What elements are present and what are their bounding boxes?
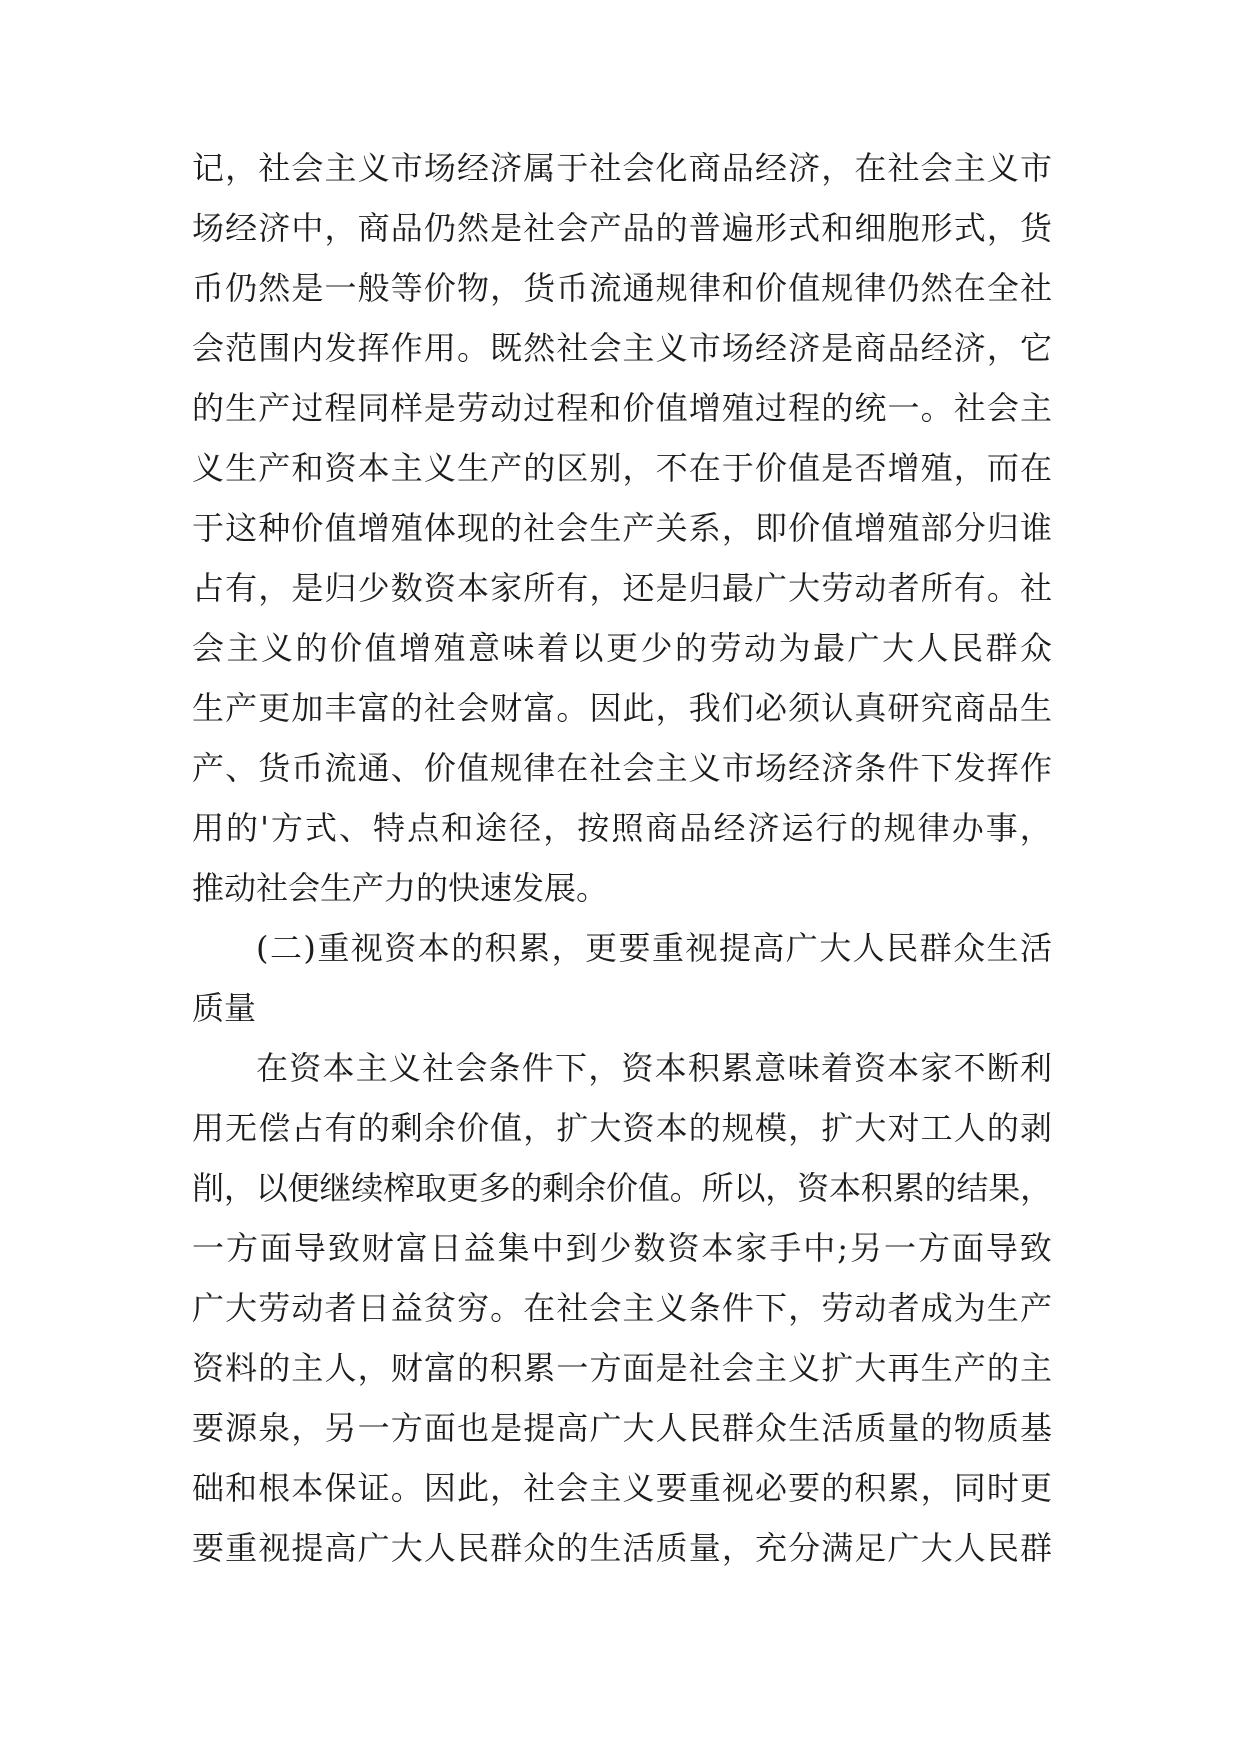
- text-line: 生产更加丰富的社会财富。因此，我们必须认真研究商品生: [192, 689, 1054, 727]
- text-line: 一方面导致财富日益集中到少数资本家手中;另一方面导致: [192, 1229, 1054, 1267]
- text-line: 币仍然是一般等价物，货币流通规律和价值规律仍然在全社: [192, 269, 1054, 307]
- text-line: 广大劳动者日益贫穷。在社会主义条件下，劳动者成为生产: [192, 1289, 1054, 1327]
- section-heading-continued: 质量: [192, 989, 257, 1027]
- text-line: 的生产过程同样是劳动过程和价值增殖过程的统一。社会主: [192, 389, 1054, 427]
- text-line: 要源泉，另一方面也是提高广大人民群众生活质量的物质基: [192, 1409, 1054, 1447]
- text-line: 推动社会生产力的快速发展。: [192, 869, 609, 907]
- text-line: 于这种价值增殖体现的社会生产关系，即价值增殖部分归谁: [192, 509, 1054, 547]
- text-line: 占有，是归少数资本家所有，还是归最广大劳动者所有。社: [192, 569, 1054, 607]
- text-line: 记，社会主义市场经济属于社会化商品经济，在社会主义市: [192, 149, 1054, 187]
- text-line: 产、货币流通、价值规律在社会主义市场经济条件下发挥作: [192, 749, 1054, 787]
- text-line: 会主义的价值增殖意味着以更少的劳动为最广大人民群众: [192, 629, 1055, 667]
- text-line: 用无偿占有的剩余价值，扩大资本的规模，扩大对工人的剥: [192, 1109, 1054, 1147]
- text-line: 础和根本保证。因此，社会主义要重视必要的积累，同时更: [192, 1469, 1054, 1507]
- text-line: 要重视提高广大人民群众的生活质量，充分满足广大人民群: [192, 1529, 1054, 1567]
- text-line: 义生产和资本主义生产的区别，不在于价值是否增殖，而在: [192, 449, 1054, 487]
- text-line: 场经济中，商品仍然是社会产品的普遍形式和细胞形式，货: [192, 209, 1054, 247]
- text-line: 用的'方式、特点和途径，按照商品经济运行的规律办事，: [192, 809, 1054, 847]
- text-line: 在资本主义社会条件下，资本积累意味着资本家不断利: [256, 1049, 1054, 1087]
- text-line: 削，以便继续榨取更多的剩余价值。所以，资本积累的结果，: [192, 1169, 1052, 1207]
- text-line: 资料的主人，财富的积累一方面是社会主义扩大再生产的主: [192, 1349, 1054, 1387]
- text-line: 会范围内发挥作用。既然社会主义市场经济是商品经济，它: [192, 329, 1054, 367]
- section-heading: (二)重视资本的积累，更要重视提高广大人民群众生活: [256, 929, 1054, 967]
